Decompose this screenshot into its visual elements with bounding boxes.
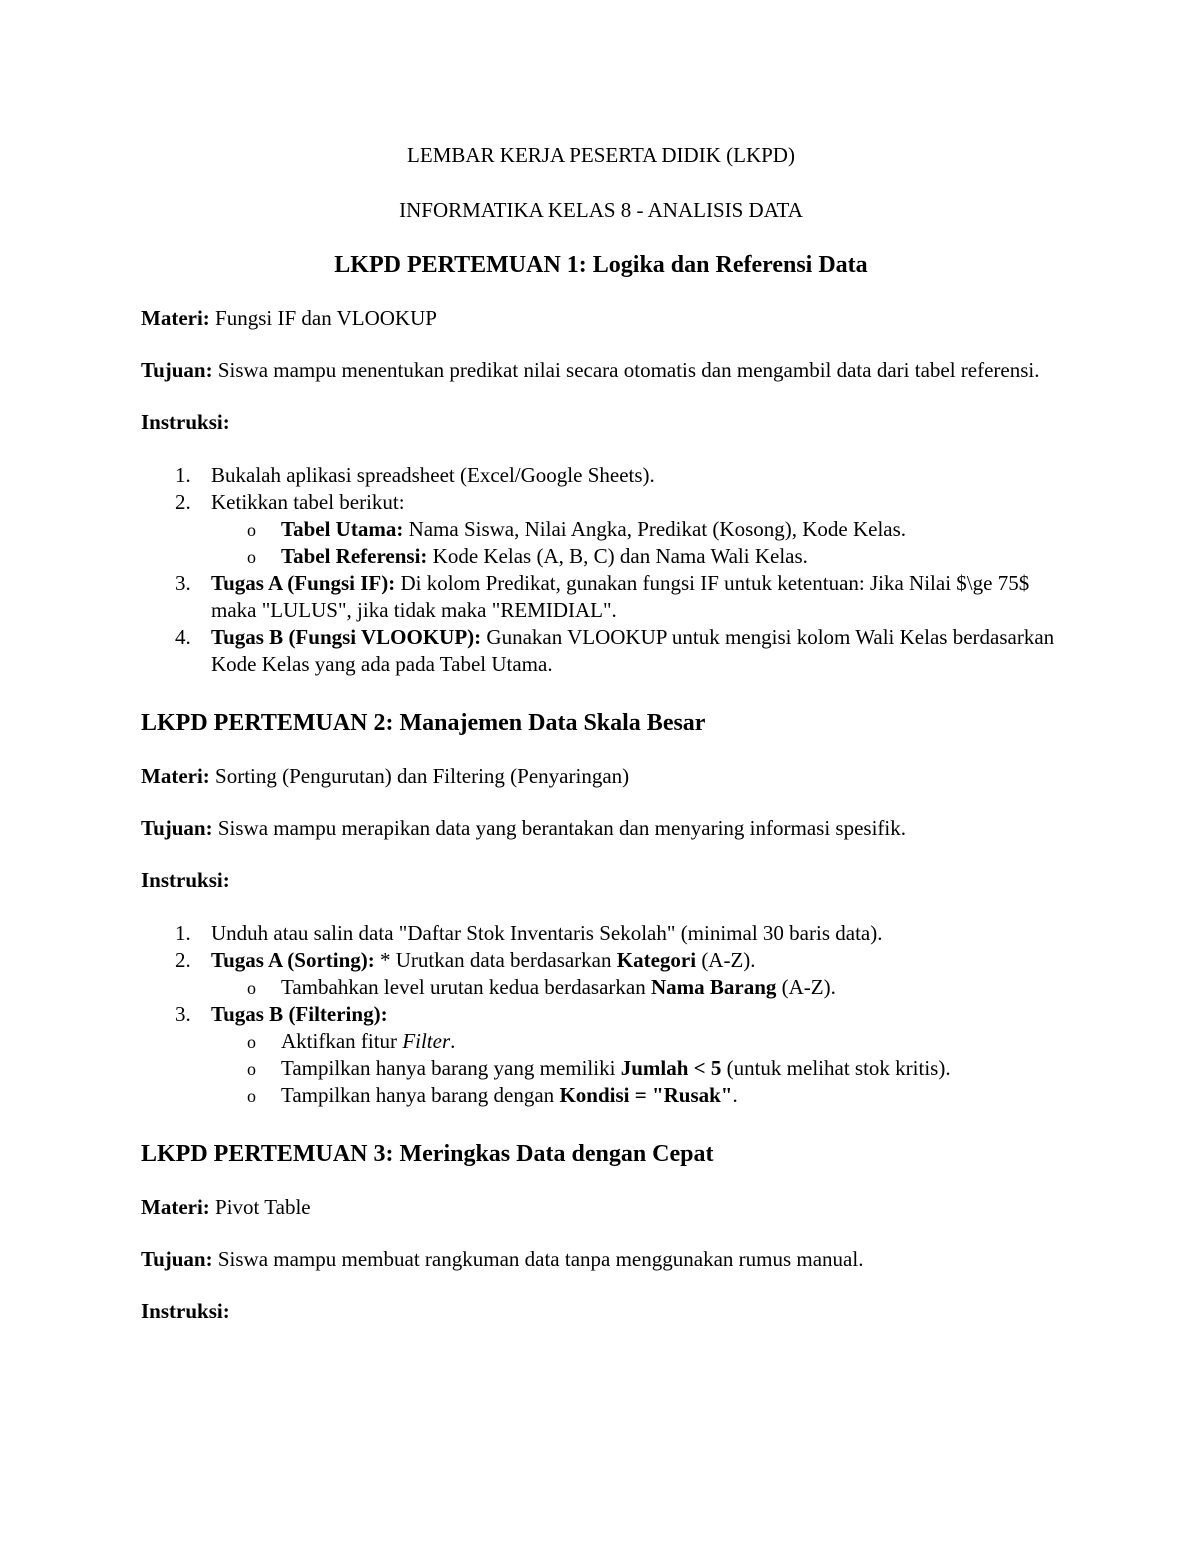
sub-list-item <box>211 516 1061 543</box>
list-text: Gunakan VLOOKUP untuk mengisi kolom Wali Kelas berdasarkan Kode Kelas yang ada pada Tabel Utama. <box>211 625 1055 676</box>
bullet-icon: o <box>247 520 256 540</box>
instruksi-label: Instruksi: <box>141 410 230 434</box>
sub-item-text: Tambahkan level urutan kedua berdasarkan <box>281 975 646 999</box>
list-bold: Tugas A (Sorting): <box>211 948 375 972</box>
list-text: Unduh atau salin data "Daftar Stok Inventaris Sekolah" (minimal 30 baris data). <box>211 921 883 945</box>
bullet-icon: o <box>247 978 256 998</box>
materi-p3 <box>141 1194 1061 1221</box>
bullet-icon: o <box>247 547 256 567</box>
list-number: 3. <box>175 571 191 595</box>
sub-item-text: Nama Siswa, Nilai Angka, Predikat (Kosong), Kode Kelas. <box>408 517 907 541</box>
sub-item-bold: Tabel Referensi: <box>281 544 428 568</box>
list-bold-inline: Kategori <box>616 948 697 972</box>
sub-item-bold: Nama Barang <box>650 975 777 999</box>
list-number: 1. <box>175 463 191 487</box>
materi-text: Sorting (Pengurutan) dan Filtering (Penyaringan) <box>215 764 630 788</box>
tujuan-label: Tujuan: <box>141 816 213 840</box>
tujuan-label: Tujuan: <box>141 1247 213 1271</box>
sub-item-text: Aktifkan fitur <box>281 1029 398 1053</box>
tujuan-p1 <box>141 357 1061 384</box>
tujuan-text: Siswa mampu membuat rangkuman data tanpa menggunakan rumus manual. <box>217 1247 864 1271</box>
bullet-icon: o <box>247 1086 256 1106</box>
section-heading-p1: LKPD PERTEMUAN 1: Logika dan Referensi Data <box>334 252 868 278</box>
materi-label: Materi: <box>141 1195 210 1219</box>
list-number: 3. <box>175 1002 191 1026</box>
instruksi-label: Instruksi: <box>141 1299 230 1323</box>
list-item <box>141 920 1061 947</box>
list-text: Bukalah aplikasi spreadsheet (Excel/Google Sheets). <box>211 463 655 487</box>
sub-list <box>211 516 1061 570</box>
sub-list-item <box>211 543 1061 570</box>
sub-item-text-end: (A-Z). <box>781 975 836 999</box>
tujuan-p3 <box>141 1246 1061 1273</box>
sub-list-item <box>211 1055 1061 1082</box>
instruksi-label-p3 <box>141 1298 1061 1325</box>
bullet-icon: o <box>247 1032 256 1052</box>
sub-item-bold: Tabel Utama: <box>281 517 404 541</box>
sub-item-bold: Kondisi = "Rusak" <box>559 1083 733 1107</box>
list-number: 1. <box>175 921 191 945</box>
tujuan-text: Siswa mampu menentukan predikat nilai secara otomatis dan mengambil data dari tabel referensi. <box>217 358 1040 382</box>
list-bold: Tugas B (Fungsi VLOOKUP): <box>211 625 482 649</box>
list-item <box>141 624 1061 678</box>
tujuan-text: Siswa mampu merapikan data yang berantakan dan menyaring informasi spesifik. <box>217 816 906 840</box>
sub-item-text-end: (untuk melihat stok kritis). <box>726 1056 951 1080</box>
list-item <box>141 462 1061 489</box>
materi-label: Materi: <box>141 306 210 330</box>
sub-item-text-end: . <box>732 1083 738 1107</box>
instruksi-label: Instruksi: <box>141 868 230 892</box>
sub-item-text-end: . <box>450 1029 456 1053</box>
list-text: Ketikkan tabel berikut: <box>211 490 405 514</box>
instruksi-label-p1 <box>141 409 1061 436</box>
sub-list <box>211 1028 1061 1109</box>
list-number: 4. <box>175 625 191 649</box>
instruction-list-p1 <box>141 462 1061 678</box>
section-heading-p2: LKPD PERTEMUAN 2: Manajemen Data Skala Besar <box>141 710 706 736</box>
materi-text: Pivot Table <box>215 1195 311 1219</box>
sub-item-text: Tampilkan hanya barang yang memiliki <box>281 1056 616 1080</box>
sub-item-text: Kode Kelas (A, B, C) dan Nama Wali Kelas. <box>432 544 808 568</box>
materi-text: Fungsi IF dan VLOOKUP <box>215 306 437 330</box>
list-bold: Tugas B (Filtering): <box>211 1002 388 1026</box>
list-bold: Tugas A (Fungsi IF): <box>211 571 396 595</box>
sub-item-text: Tampilkan hanya barang dengan <box>281 1083 555 1107</box>
tujuan-label: Tujuan: <box>141 358 213 382</box>
list-text: * Urutkan data berdasarkan <box>380 948 612 972</box>
document-content <box>141 142 1061 1325</box>
document-title: LEMBAR KERJA PESERTA DIDIK (LKPD) <box>407 143 795 167</box>
materi-p2 <box>141 763 1061 790</box>
materi-label: Materi: <box>141 764 210 788</box>
sub-item-bold: Jumlah < 5 <box>620 1056 722 1080</box>
sub-list-item <box>211 974 1061 1001</box>
tujuan-p2 <box>141 815 1061 842</box>
list-item <box>141 1001 1061 1109</box>
instruction-list-p2 <box>141 920 1061 1109</box>
sub-list <box>211 974 1061 1001</box>
list-item <box>141 947 1061 1001</box>
list-number: 2. <box>175 948 191 972</box>
list-text-end: (A-Z). <box>701 948 756 972</box>
list-item <box>141 489 1061 570</box>
list-number: 2. <box>175 490 191 514</box>
list-item <box>141 570 1061 624</box>
document-subtitle: INFORMATIKA KELAS 8 - ANALISIS DATA <box>399 198 803 222</box>
sub-list-item <box>211 1082 1061 1109</box>
section-heading-p3: LKPD PERTEMUAN 3: Meringkas Data dengan Cepat <box>141 1141 714 1167</box>
sub-list-item <box>211 1028 1061 1055</box>
sub-item-italic: Filter <box>402 1029 451 1053</box>
instruksi-label-p2 <box>141 867 1061 894</box>
list-text: Di kolom Predikat, gunakan fungsi IF untuk ketentuan: Jika Nilai $\ge 75$ maka "LULUS", jika tidak maka "REMIDIAL". <box>211 571 1030 622</box>
materi-p1 <box>141 305 1061 332</box>
bullet-icon: o <box>247 1059 256 1079</box>
